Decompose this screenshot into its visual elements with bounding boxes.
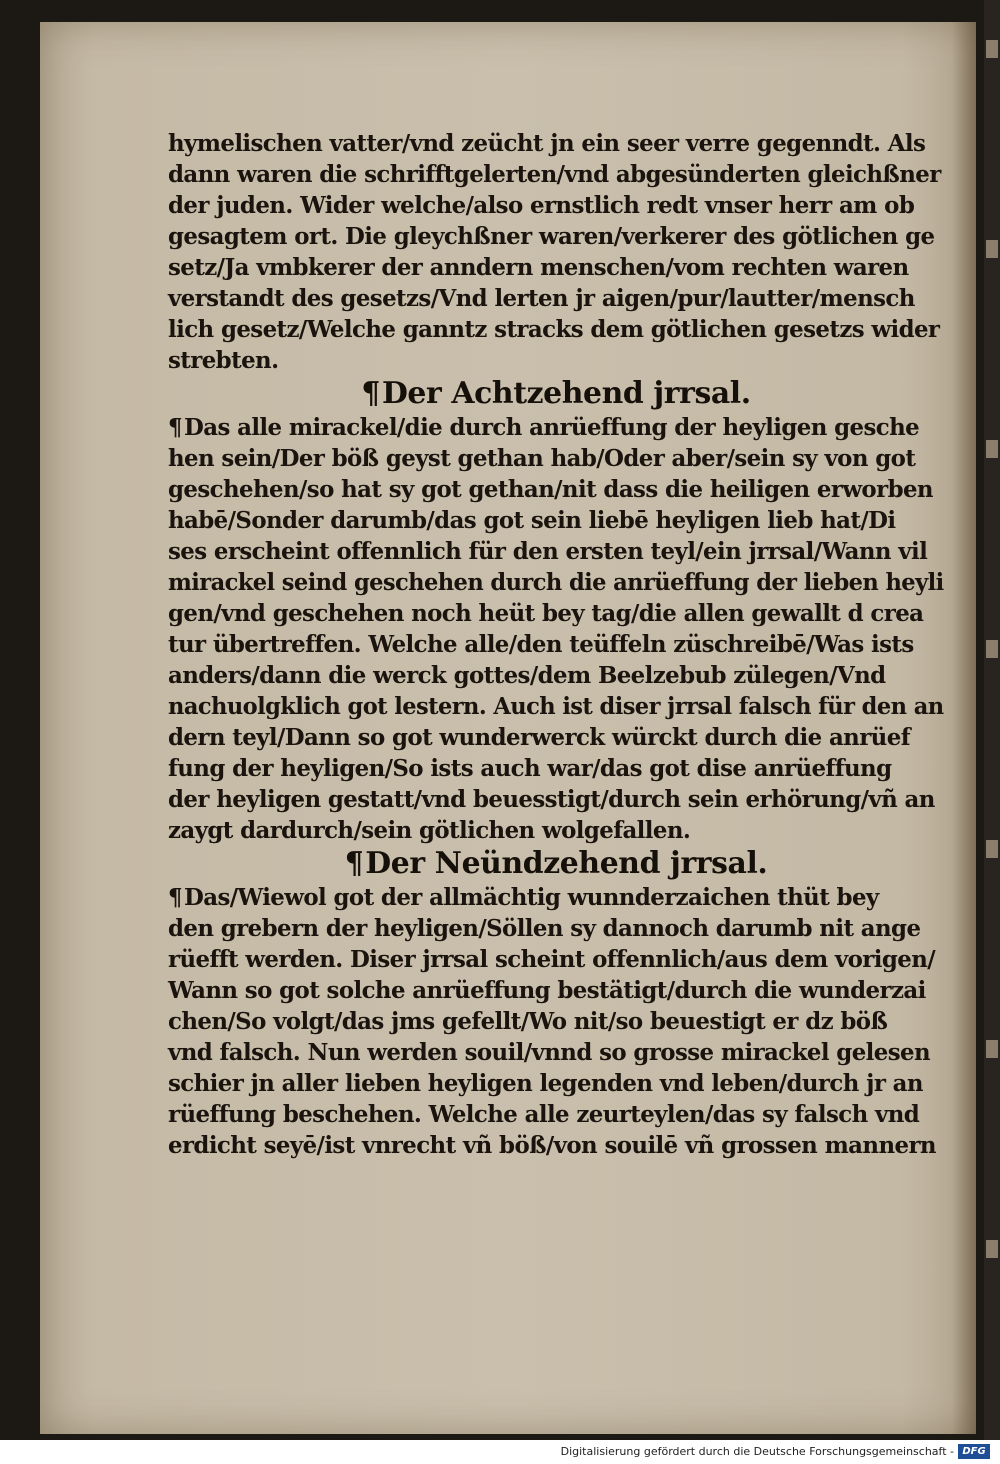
dfg-logo-icon: DFG xyxy=(958,1444,990,1459)
heading-text: Der Achtzehend jrrsal. xyxy=(381,376,751,411)
text-line: zaygt dardurch/sein götlichen wolgefallen. xyxy=(168,817,691,844)
heading-mark-icon: ¶ xyxy=(344,846,364,881)
section-heading xyxy=(168,376,944,412)
ruler-mark xyxy=(986,240,998,258)
text-line: ses erscheint offennlich für den ersten teyl/ein jrrsal/Wann vil xyxy=(168,538,928,565)
scan-ruler-strip xyxy=(984,0,1000,1440)
funding-notice: Digitalisierung gefördert durch die Deutsche Forschungsgemeinschaft - xyxy=(560,1445,954,1458)
text-line: gen/vnd geschehen noch heüt bey tag/die allen gewallt d crea xyxy=(168,600,924,627)
heading-text: Der Neündzehend jrrsal. xyxy=(365,846,768,881)
ruler-mark xyxy=(986,1040,998,1058)
heading-mark-icon: ¶ xyxy=(361,376,380,411)
page-shadow xyxy=(952,22,976,1434)
text-line: dern teyl/Dann so got wunderwerck würckt durch die anrüef xyxy=(168,724,910,751)
text-line: hen sein/Der böß geyst gethan hab/Oder aber/sein sy von got xyxy=(168,445,916,472)
page-text xyxy=(168,128,948,1161)
text-line: der juden. Wider welche/also ernstlich redt vnser herr am ob xyxy=(168,192,915,219)
text-line-content: Das alle mirackel/die durch anrüeffung der heyligen gesche xyxy=(183,414,920,441)
text-line: hymelischen vatter/vnd zeücht jn ein seer verre gegenndt. Als xyxy=(168,130,926,157)
text-line: strebten. xyxy=(168,347,279,374)
text-line: fung der heyligen/So ists auch war/das got dise anrüeffung xyxy=(168,755,892,782)
text-line: anders/dann die werck gottes/dem Beelzebub zülegen/Vnd xyxy=(168,662,886,689)
text-line: habē/Sonder darumb/das got sein liebē heyligen lieb hat/Di xyxy=(168,507,896,534)
text-line: den grebern der heyligen/Söllen sy dannoch darumb nit ange xyxy=(168,915,921,942)
ruler-mark xyxy=(986,440,998,458)
section-heading xyxy=(168,846,944,882)
text-line: rüeffung beschehen. Welche alle zeurteylen/das sy falsch vnd xyxy=(168,1101,920,1128)
text-line: setz/Ja vmbkerer der anndern menschen/vom rechten waren xyxy=(168,254,909,281)
text-line: rüefft werden. Diser jrrsal scheint offennlich/aus dem vorigen/ xyxy=(168,946,936,973)
pilcrow-icon: ¶ xyxy=(168,414,182,441)
text-line: mirackel seind geschehen durch die anrüeffung der lieben heyli xyxy=(168,569,944,596)
ruler-mark xyxy=(986,1240,998,1258)
ruler-mark xyxy=(986,640,998,658)
text-line-content: Das/Wiewol got der allmächtig wunnderzaichen thüt bey xyxy=(183,884,879,911)
text-line xyxy=(168,882,944,913)
text-line: Wann so got solche anrüeffung bestätigt/durch die wunderzai xyxy=(168,977,926,1004)
footer-bar xyxy=(0,1440,1000,1464)
text-line: dann waren die schrifftgelerten/vnd abgesünderten gleichßner xyxy=(168,161,941,188)
text-line: gesagtem ort. Die gleychßner waren/verkerer des götlichen ge xyxy=(168,223,935,250)
ruler-mark xyxy=(986,40,998,58)
text-line: geschehen/so hat sy got gethan/nit dass die heiligen erworben xyxy=(168,476,933,503)
text-line: erdicht seyē/ist vnrecht vñ böß/von souilē vñ grossen mannern xyxy=(168,1132,936,1159)
text-line: tur übertreffen. Welche alle/den teüffeln züschreibē/Was ists xyxy=(168,631,914,658)
pilcrow-icon: ¶ xyxy=(168,884,182,911)
text-line: lich gesetz/Welche ganntz stracks dem götlichen gesetzs wider xyxy=(168,316,940,343)
text-line xyxy=(168,412,944,443)
text-line: nachuolgklich got lestern. Auch ist diser jrrsal falsch für den an xyxy=(168,693,944,720)
text-line: schier jn aller lieben heyligen legenden vnd leben/durch jr an xyxy=(168,1070,923,1097)
text-line: chen/So volgt/das jms gefellt/Wo nit/so beuestigt er dz böß xyxy=(168,1008,888,1035)
text-line: verstandt des gesetzs/Vnd lerten jr aigen/pur/lautter/mensch xyxy=(168,285,915,312)
text-line: vnd falsch. Nun werden souil/vnnd so grosse mirackel gelesen xyxy=(168,1039,931,1066)
ruler-mark xyxy=(986,840,998,858)
text-line: der heyligen gestatt/vnd beuesstigt/durch sein erhörung/vñ an xyxy=(168,786,935,813)
